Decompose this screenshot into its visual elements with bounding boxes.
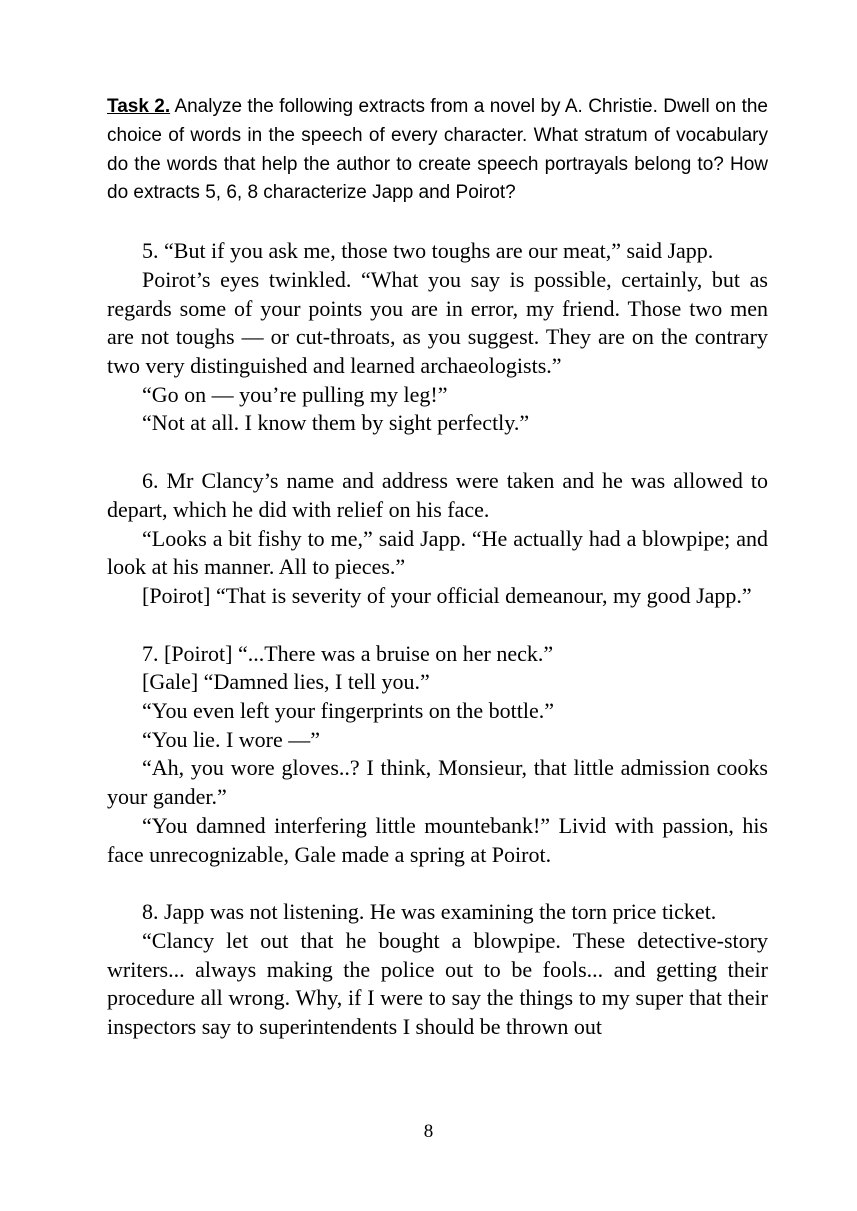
extract-paragraph: “You damned interfering little mountebank!” Livid with passion, his face unrecognizable, Gale made a spring at Poirot. (107, 812, 768, 867)
extract-5 (107, 237, 768, 438)
task-label: Task 2. (107, 96, 171, 117)
extract-paragraph: 7. [Poirot] “...There was a bruise on her neck.” (142, 640, 554, 666)
extract-paragraph: “Clancy let out that he bought a blowpipe. These detective-story writers... always making the police out to be fools... and getting their procedure all wrong. Why, if I were to say the things to my super that their inspectors say to superintendents I should be thrown out (107, 927, 768, 1040)
extract-paragraph: “Ah, you wore gloves..? I think, Monsieur, that little admission cooks your gander.” (107, 755, 768, 810)
extract-8 (107, 898, 768, 1042)
extract-6 (107, 467, 768, 611)
extract-paragraph: Poirot’s eyes twinkled. “What you say is possible, certainly, but as regards some of your points you are in error, my friend. Those two men are not toughs — or cut-throats, as you suggest. They are on the contrary two very distinguished and learned archaeologists.” (107, 266, 768, 378)
extract-7 (107, 640, 768, 870)
extract-paragraph: [Gale] “Damned lies, I tell you.” (142, 669, 430, 695)
extract-paragraph: [Poirot] “That is severity of your official demeanour, my good Japp.” (142, 582, 752, 608)
extract-paragraph: 6. Mr Clancy’s name and address were taken and he was allowed to depart, which he did with relief on his face. (107, 468, 768, 522)
extract-paragraph: “You even left your fingerprints on the bottle.” (142, 698, 555, 724)
page-number: 8 (423, 1121, 434, 1142)
extract-paragraph: “Not at all. I know them by sight perfectly.” (142, 410, 530, 436)
task-instructions (107, 93, 768, 208)
extract-paragraph: 5. “But if you ask me, those two toughs are our meat,” said Japp. (142, 238, 714, 264)
page-content (107, 93, 768, 1042)
extract-paragraph: 8. Japp was not listening. He was examining the torn price ticket. (142, 899, 717, 925)
extract-paragraph: “Looks a bit fishy to me,” said Japp. “He actually had a blowpipe; and look at his manner. All to pieces.” (107, 525, 768, 580)
extract-paragraph: “You lie. I wore —” (142, 726, 321, 752)
task-text: Analyze the following extracts from a novel by A. Christie. Dwell on the choice of words in the speech of every character. What stratum of vocabulary do the words that help the author to create speech portrayals belong to? How do extracts 5, 6, 8 characterize Japp and Poirot? (107, 96, 768, 204)
extract-paragraph: “Go on — you’re pulling my leg!” (142, 381, 448, 407)
